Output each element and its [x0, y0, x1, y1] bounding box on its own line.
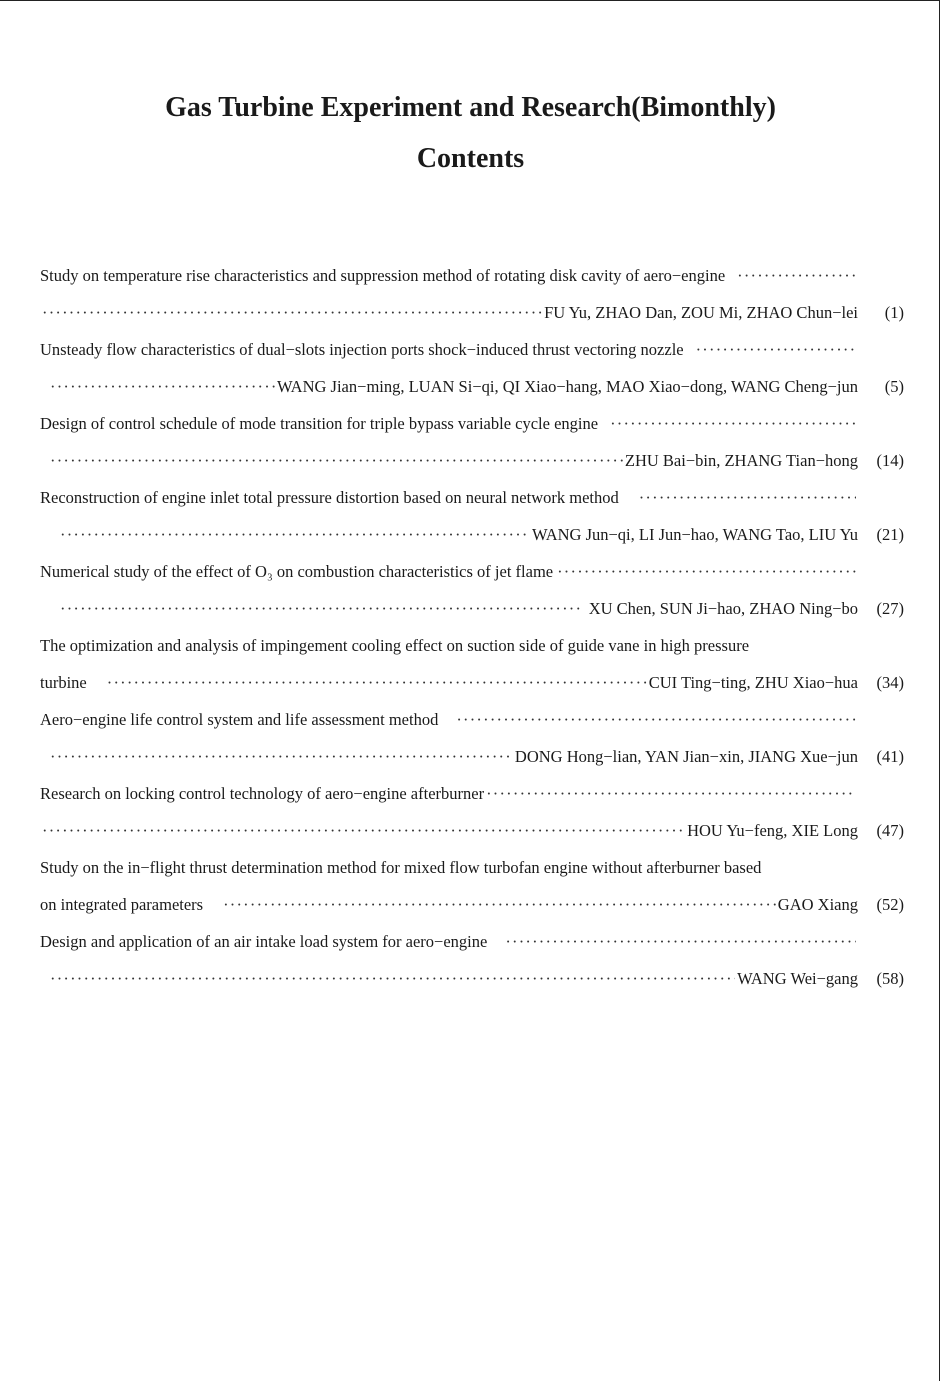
article-title-continued: turbine — [40, 672, 87, 692]
toc-entry[interactable] — [40, 627, 904, 701]
toc-entry[interactable] — [40, 479, 904, 553]
article-title: The optimization and analysis of impingement cooling effect on suction side of guide vane in high pressure — [40, 635, 750, 655]
article-title-continued: on integrated parameters — [40, 894, 204, 914]
dot-leader — [223, 895, 776, 915]
toc-entry-title-line — [40, 775, 904, 812]
toc-entry[interactable] — [40, 257, 904, 331]
page-number: (21) — [876, 524, 904, 544]
toc-entry-author-line — [40, 590, 904, 627]
toc-entry-title-line — [40, 553, 904, 590]
dot-leader — [50, 969, 735, 989]
toc-entry-author-line — [40, 960, 904, 997]
dot-leader — [50, 451, 623, 471]
dot-leader — [505, 932, 856, 952]
toc-entry-title-line — [40, 257, 904, 294]
toc-entry-title-line — [40, 627, 904, 664]
article-title: Unsteady flow characteristics of dual−slots injection ports shock−induced thrust vectoring nozzle — [40, 339, 684, 359]
article-authors: DONG Hong−lian, YAN Jian−xin, JIANG Xue−jun — [514, 746, 858, 766]
page-number: (14) — [876, 450, 904, 470]
dot-leader — [737, 266, 856, 286]
toc-entry[interactable] — [40, 849, 904, 923]
journal-title: Gas Turbine Experiment and Research(Bimonthly) — [165, 92, 776, 123]
toc-entry-title-line — [40, 405, 904, 442]
dot-leader — [107, 673, 647, 693]
dot-leader — [610, 414, 856, 434]
article-title: Design of control schedule of mode transition for triple bypass variable cycle engine — [40, 413, 599, 433]
article-title: Study on the in−flight thrust determination method for mixed flow turbofan engine without afterburner based — [40, 857, 762, 877]
toc-entry[interactable] — [40, 553, 904, 627]
toc-entry-title-line — [40, 701, 904, 738]
dot-leader — [557, 562, 856, 582]
dot-leader — [456, 710, 856, 730]
article-title: Aero−engine life control system and life assessment method — [40, 709, 439, 729]
page-number: (1) — [884, 302, 904, 322]
article-title: Research on locking control technology of aero−engine afterburner — [40, 783, 485, 803]
article-authors: CUI Ting−ting, ZHU Xiao−hua — [648, 672, 858, 692]
toc-entry-title-line — [40, 479, 904, 516]
toc-entry-author-line — [40, 664, 904, 701]
page-number: (58) — [876, 968, 904, 988]
page-number: (52) — [876, 894, 904, 914]
page-number: (47) — [876, 820, 904, 840]
dot-leader — [639, 488, 856, 508]
page-number: (5) — [884, 376, 904, 396]
article-authors: ZHU Bai−bin, ZHANG Tian−hong — [624, 450, 858, 470]
article-title: Design and application of an air intake load system for aero−engine — [40, 931, 488, 951]
article-title: Numerical study of the effect of O₃ on combustion characteristics of jet flame — [40, 561, 554, 581]
article-authors: FU Yu, ZHAO Dan, ZOU Mi, ZHAO Chun−lei — [544, 302, 858, 322]
toc-entry-title-line — [40, 849, 904, 886]
toc-entry[interactable] — [40, 701, 904, 775]
toc-entry-title-line — [40, 923, 904, 960]
dot-leader — [60, 599, 581, 619]
article-authors: XU Chen, SUN Ji−hao, ZHAO Ning−bo — [588, 598, 858, 618]
page-number: (41) — [876, 746, 904, 766]
dot-leader — [42, 821, 685, 841]
toc-entry[interactable] — [40, 923, 904, 997]
article-authors: WANG Jun−qi, LI Jun−hao, WANG Tao, LIU Yu — [531, 524, 858, 544]
toc-entry[interactable] — [40, 331, 904, 405]
article-authors: WANG Wei−gang — [737, 968, 858, 988]
article-authors: WANG Jian−ming, LUAN Si−qi, QI Xiao−hang, MAO Xiao−dong, WANG Cheng−jun — [276, 376, 858, 396]
page-number: (34) — [876, 672, 904, 692]
article-authors: HOU Yu−feng, XIE Long — [687, 820, 858, 840]
article-authors: GAO Xiang — [777, 894, 858, 914]
article-title: Study on temperature rise characteristics and suppression method of rotating disk cavity of aero−engine — [40, 265, 726, 285]
contents-heading: Contents — [416, 143, 525, 174]
table-of-contents — [40, 257, 904, 997]
toc-entry[interactable] — [40, 775, 904, 849]
toc-entry-author-line — [40, 812, 904, 849]
dot-leader — [60, 525, 530, 545]
page-number: (27) — [876, 598, 904, 618]
article-title: Reconstruction of engine inlet total pressure distortion based on neural network method — [40, 487, 619, 507]
dot-leader — [50, 377, 275, 397]
dot-leader — [486, 784, 856, 804]
toc-entry-title-line — [40, 331, 904, 368]
dot-leader — [50, 747, 513, 767]
toc-entry-author-line — [40, 516, 904, 553]
toc-entry[interactable] — [40, 405, 904, 479]
toc-entry-author-line — [40, 886, 904, 923]
dot-leader — [42, 303, 542, 323]
dot-leader — [696, 340, 856, 360]
toc-entry-author-line — [40, 368, 904, 405]
toc-entry-author-line — [40, 738, 904, 775]
toc-entry-author-line — [40, 442, 904, 479]
toc-entry-author-line — [40, 294, 904, 331]
